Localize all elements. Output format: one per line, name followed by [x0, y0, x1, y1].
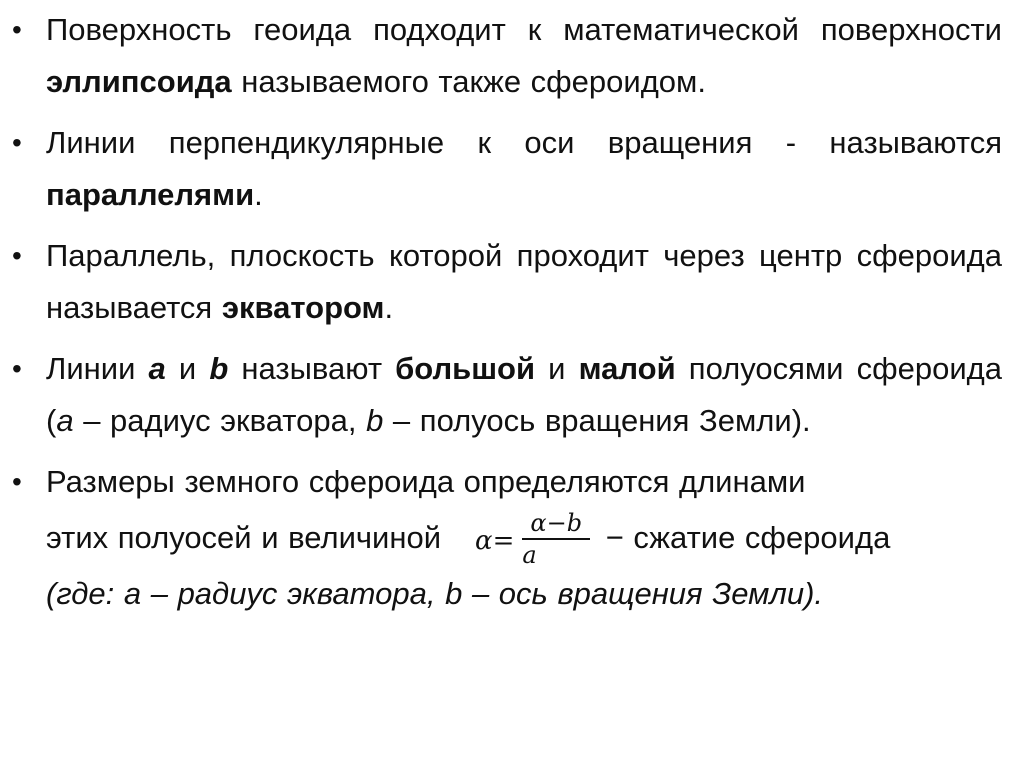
- bullet-item-semi-axes: [12, 343, 1002, 447]
- formula-denominator: a: [522, 540, 537, 569]
- bullet-text: .: [384, 290, 394, 325]
- bullet-text: Линии перпендикулярные к оси вращения - называются: [46, 125, 1002, 160]
- term-parallels: параллелями: [46, 177, 255, 212]
- term-ellipsoid: эллипсоида: [46, 64, 232, 99]
- bullet-text: Параллель, плоскость которой проходит через центр сфероида называется: [46, 238, 1002, 325]
- bullet-text: называют: [228, 351, 396, 386]
- where-note: (где: а – радиус экватора, b – ось вращения Земли).: [46, 576, 824, 611]
- bullet-item-dimensions: [12, 456, 1002, 620]
- bullet-marker: •: [12, 127, 22, 158]
- bullet-text: и: [165, 351, 210, 386]
- bullet-item-parallels: [12, 117, 1002, 221]
- bullet-text: − сжатие сфероида: [605, 520, 891, 555]
- bullet-item-equator: [12, 230, 1002, 334]
- term-minor: малой: [578, 351, 676, 386]
- bullet-item-geoid: [12, 4, 1002, 108]
- var-a: а: [148, 351, 166, 386]
- bullet-text: этих полуосей и величиной: [46, 520, 442, 555]
- var-b: b: [209, 351, 229, 386]
- bullet-text: Линии: [46, 351, 149, 386]
- formula-fraction: [522, 510, 590, 568]
- bullet-marker: •: [12, 466, 22, 497]
- bullet-text: называемого также сфероидом.: [231, 64, 706, 99]
- bullet-marker: •: [12, 240, 22, 271]
- bullet-list: [12, 4, 1002, 629]
- bullet-text: Размеры земного сфероида определяются длинами: [46, 464, 806, 499]
- var-a-italic: а: [56, 403, 74, 438]
- bullet-text: – радиус экватора,: [73, 403, 367, 438]
- term-equator: экватором: [221, 290, 385, 325]
- var-b-italic: b: [366, 403, 384, 438]
- formula-line: [46, 508, 1002, 568]
- bullet-marker: •: [12, 14, 22, 45]
- bullet-text: и: [535, 351, 579, 386]
- flattening-formula: [475, 510, 590, 570]
- formula-lhs: α=: [475, 525, 515, 556]
- term-major: большой: [395, 351, 536, 386]
- bullet-marker: •: [12, 353, 22, 384]
- bullet-text: полуосями сфероида (: [46, 351, 1002, 438]
- bullet-text: Поверхность геоида подходит к математической поверхности: [46, 12, 1002, 47]
- bullet-text: .: [254, 177, 263, 212]
- formula-numerator: α−b: [522, 510, 590, 540]
- bullet-text: – полуось вращения Земли).: [383, 403, 811, 438]
